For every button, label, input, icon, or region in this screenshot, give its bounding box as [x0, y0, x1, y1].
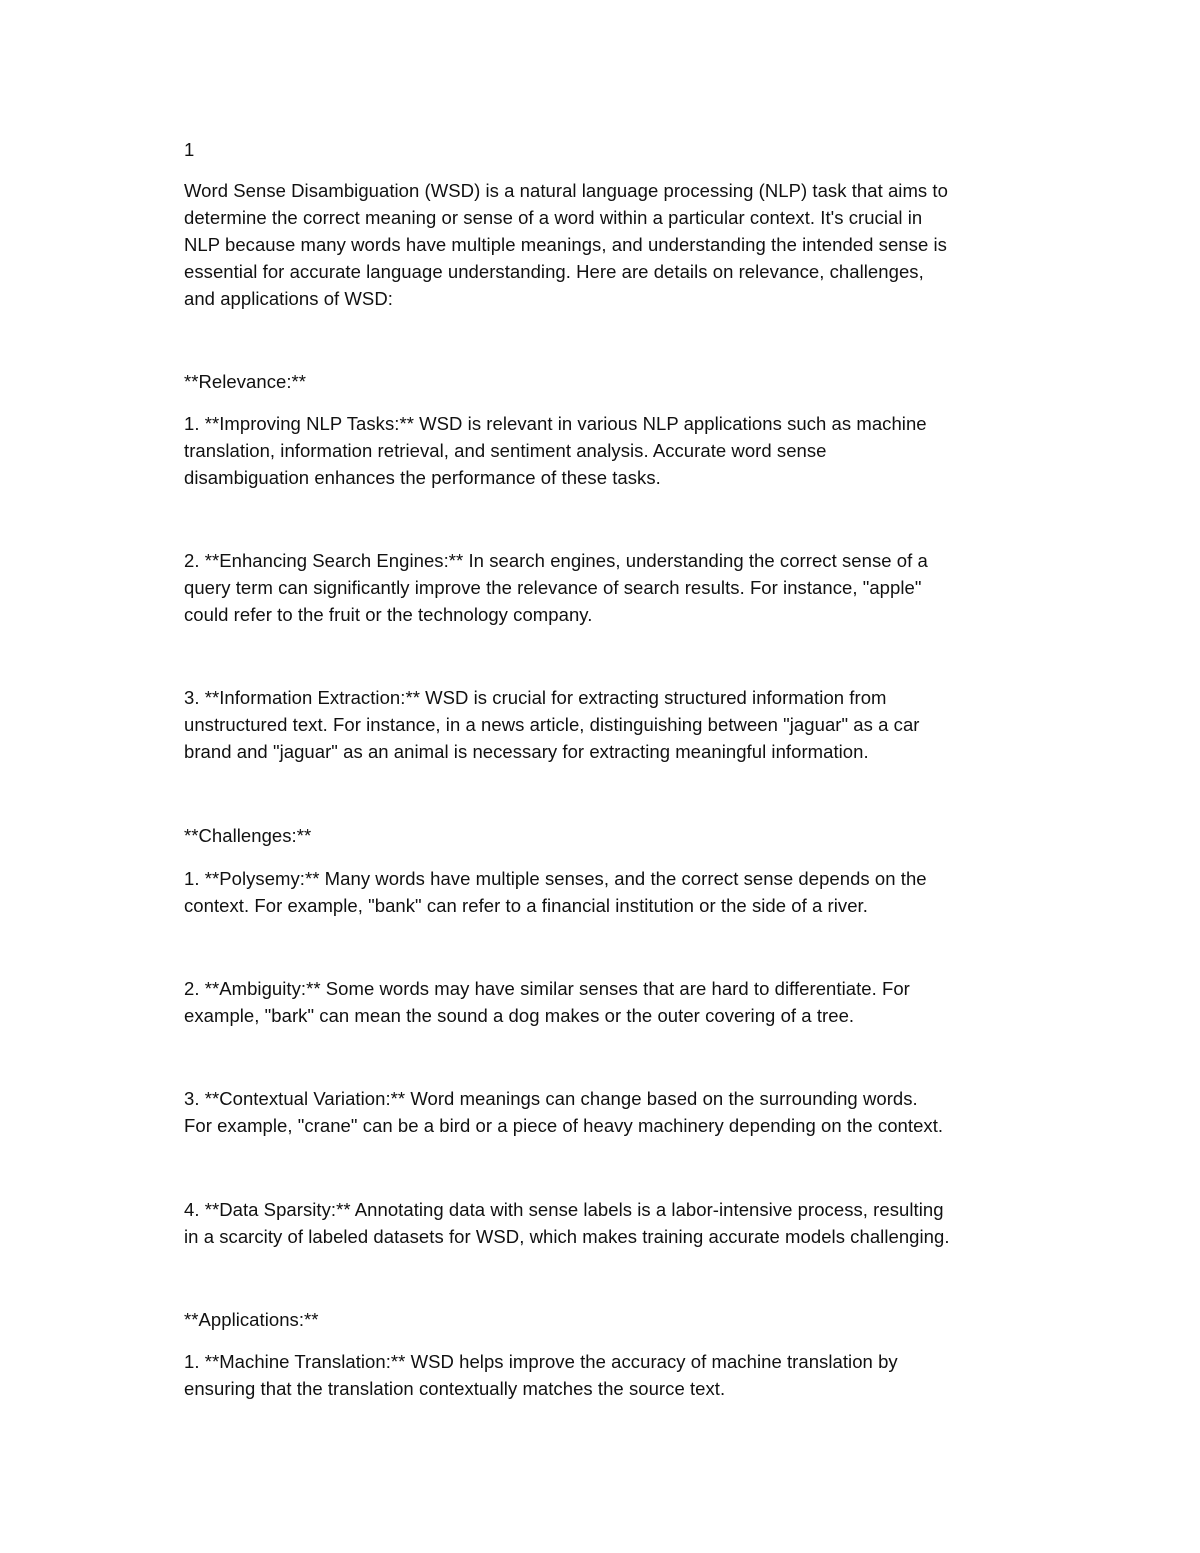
- relevance-item-line: 2. **Enhancing Search Engines:** In search engines, understanding the correct sense of a: [184, 550, 928, 571]
- relevance-item-line: could refer to the fruit or the technology company.: [184, 604, 593, 625]
- applications-item-line: ensuring that the translation contextually matches the source text.: [184, 1378, 726, 1399]
- challenges-item-line: 4. **Data Sparsity:** Annotating data with sense labels is a labor-intensive process, resulting: [184, 1199, 944, 1220]
- challenges-item-line: example, "bark" can mean the sound a dog makes or the outer covering of a tree.: [184, 1005, 855, 1026]
- intro-line: and applications of WSD:: [184, 288, 393, 309]
- challenges-item-line: 3. **Contextual Variation:** Word meanings can change based on the surrounding words.: [184, 1088, 918, 1109]
- challenges-item-line: context. For example, "bank" can refer to a financial institution or the side of a river.: [184, 895, 868, 916]
- relevance-heading: **Relevance:**: [184, 371, 307, 392]
- intro-line: NLP because many words have multiple meanings, and understanding the intended sense is: [184, 234, 947, 255]
- intro-line: Word Sense Disambiguation (WSD) is a natural language processing (NLP) task that aims to: [184, 180, 948, 201]
- applications-item-line: 1. **Machine Translation:** WSD helps improve the accuracy of machine translation by: [184, 1351, 898, 1372]
- relevance-item-line: disambiguation enhances the performance of these tasks.: [184, 467, 661, 488]
- intro-line: essential for accurate language understanding. Here are details on relevance, challenges,: [184, 261, 924, 282]
- challenges-item-line: in a scarcity of labeled datasets for WSD, which makes training accurate models challenging.: [184, 1226, 950, 1247]
- relevance-item-line: query term can significantly improve the relevance of search results. For instance, "apple": [184, 577, 922, 598]
- intro-line: determine the correct meaning or sense of a word within a particular context. It's crucial in: [184, 207, 923, 228]
- challenges-heading: **Challenges:**: [184, 825, 312, 846]
- relevance-item-line: brand and "jaguar" as an animal is necessary for extracting meaningful information.: [184, 741, 869, 762]
- challenges-item-line: 2. **Ambiguity:** Some words may have similar senses that are hard to differentiate. For: [184, 978, 910, 999]
- challenges-item-line: For example, "crane" can be a bird or a piece of heavy machinery depending on the context.: [184, 1115, 944, 1136]
- relevance-item-line: translation, information retrieval, and sentiment analysis. Accurate word sense: [184, 440, 827, 461]
- relevance-item-line: 3. **Information Extraction:** WSD is crucial for extracting structured information from: [184, 687, 887, 708]
- applications-heading: **Applications:**: [184, 1309, 319, 1330]
- relevance-item-line: 1. **Improving NLP Tasks:** WSD is relevant in various NLP applications such as machine: [184, 413, 927, 434]
- challenges-item-line: 1. **Polysemy:** Many words have multiple senses, and the correct sense depends on the: [184, 868, 927, 889]
- relevance-item-line: unstructured text. For instance, in a news article, distinguishing between "jaguar" as a car: [184, 714, 920, 735]
- page-number: 1: [184, 139, 195, 160]
